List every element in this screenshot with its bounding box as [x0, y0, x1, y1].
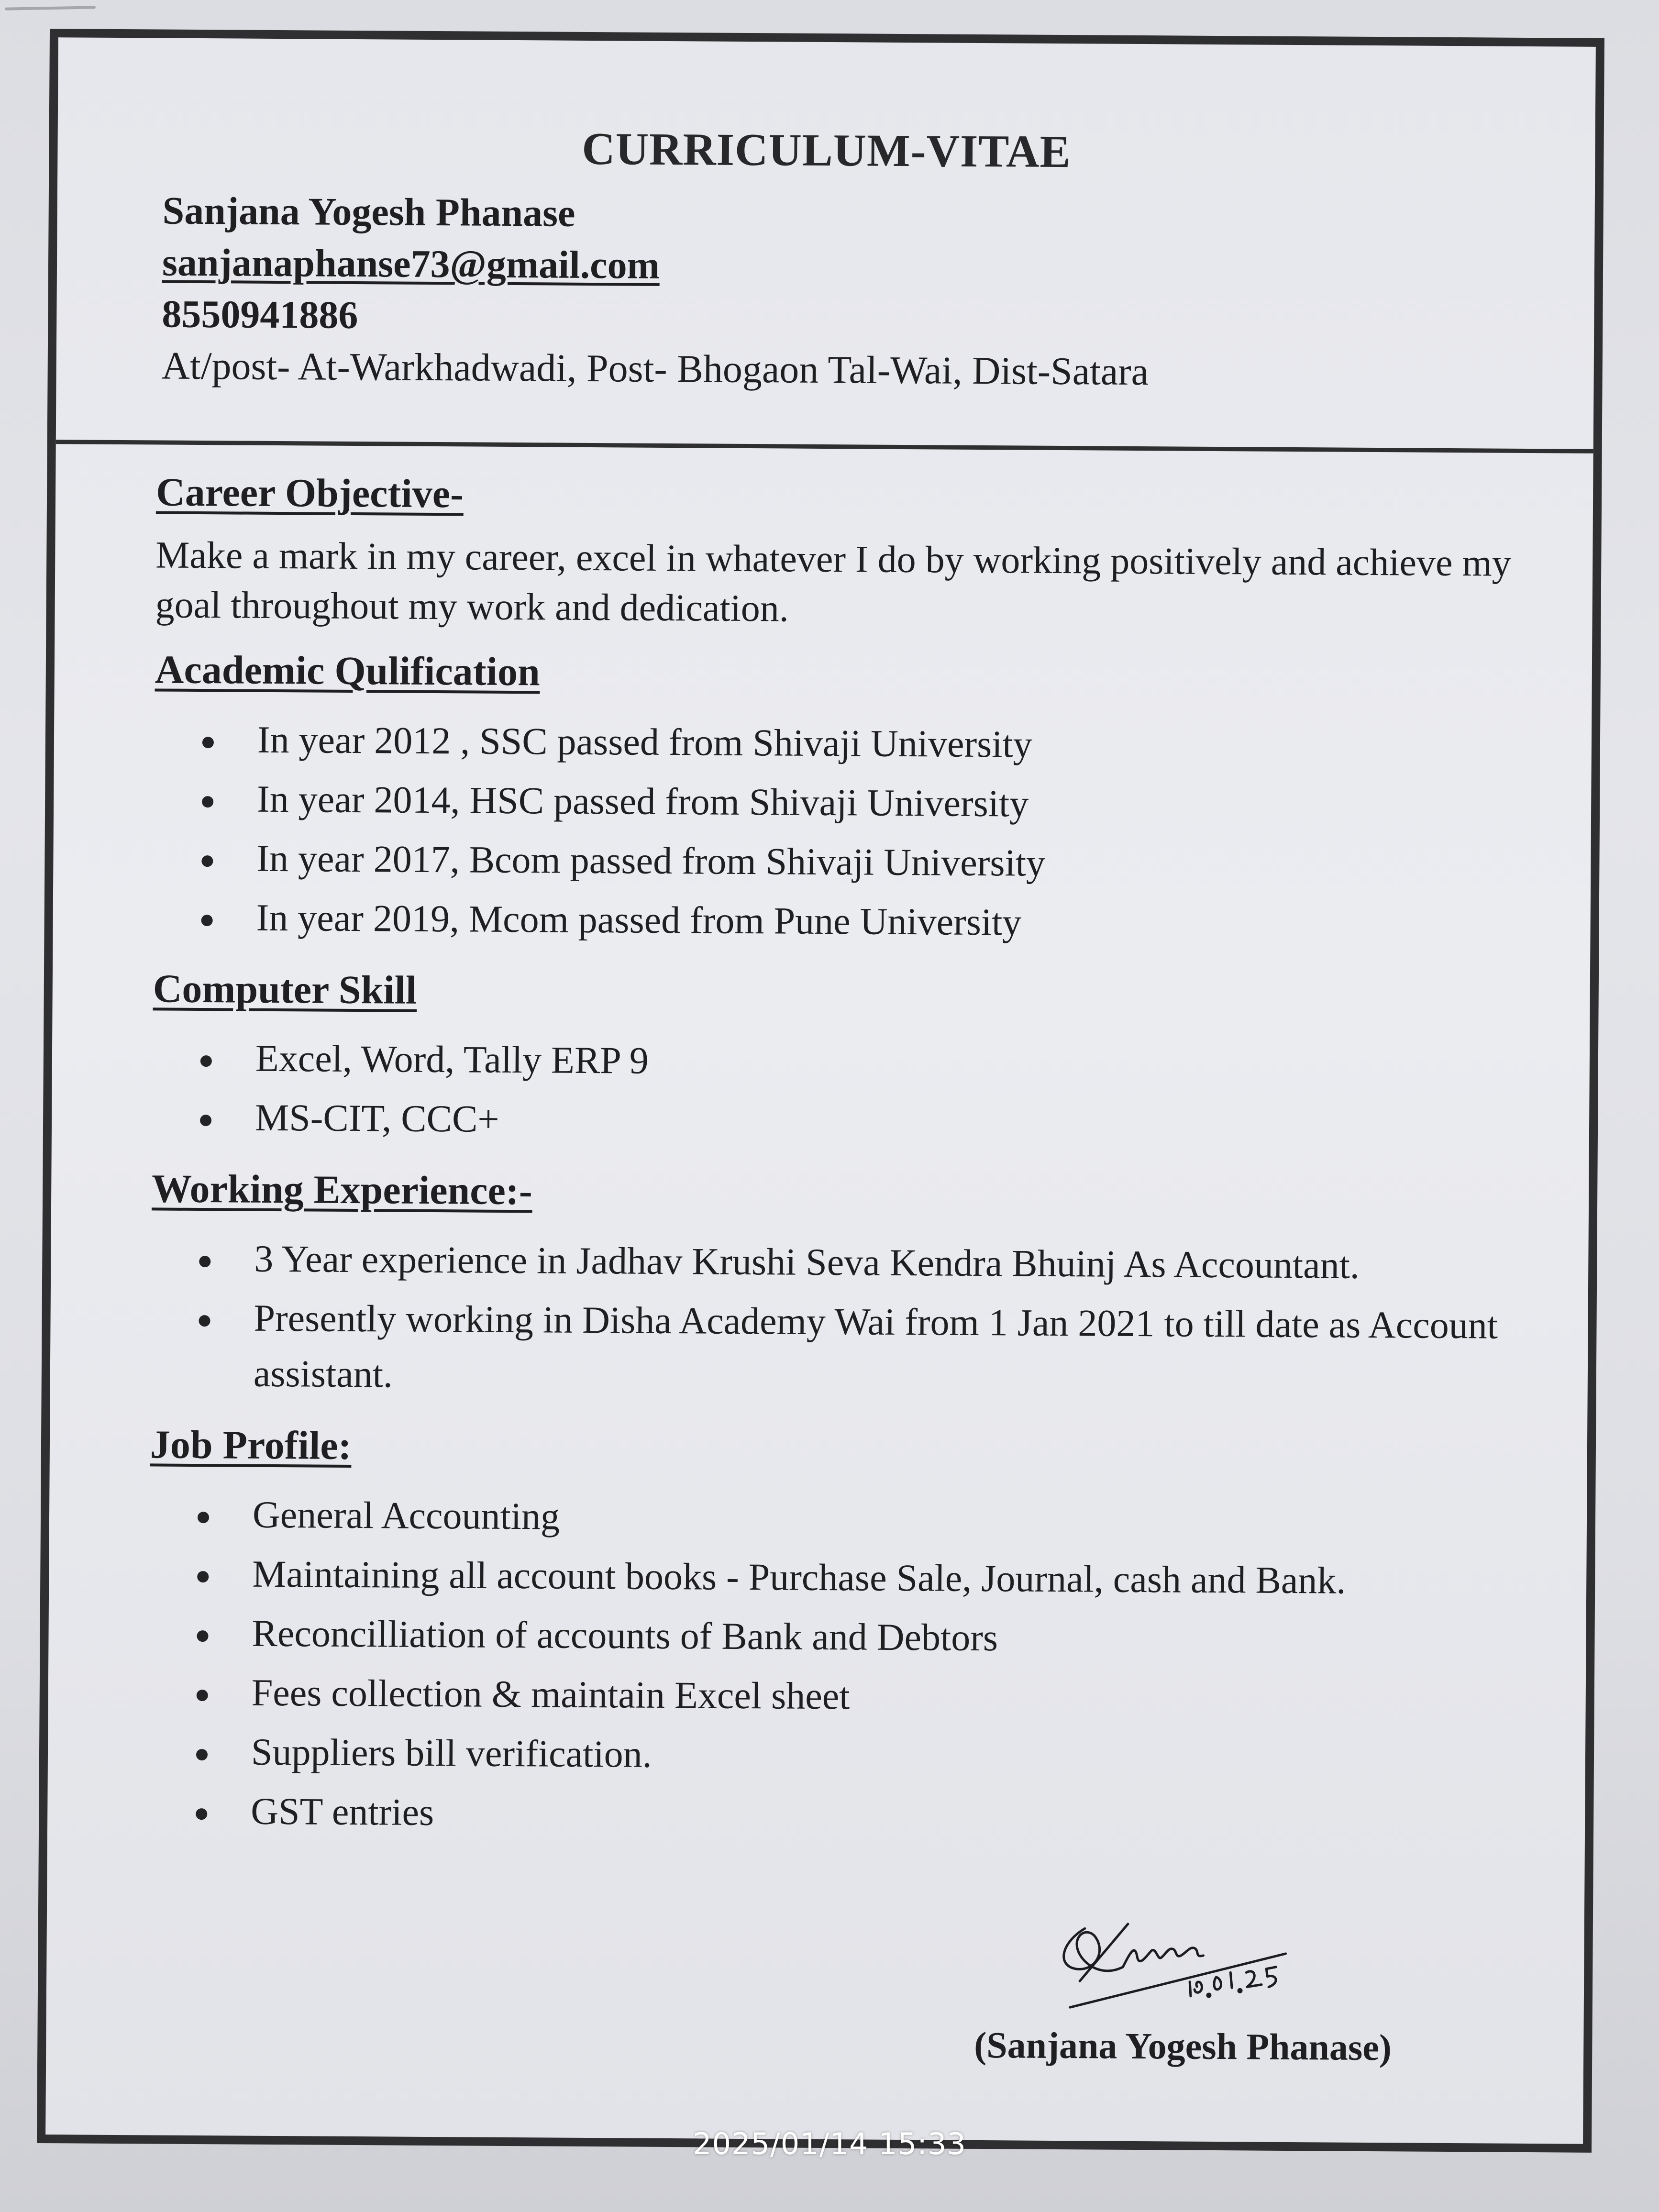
document-title: CURRICULUM-VITAE: [582, 122, 1071, 177]
section-job-profile: [148, 1421, 1514, 1847]
address: At/post- At-Warkhadwadi, Post- Bhogaon Tal-Wai, Dist-Satara: [161, 343, 1149, 394]
list-item: 3 Year experience in Jadhav Krushi Seva Kendra Bhuinj As Accountant.: [199, 1231, 1515, 1294]
cv-body: [148, 468, 1520, 1867]
list-item: Reconcilliation of accounts of Bank and Debtors: [197, 1605, 1513, 1669]
email-link[interactable]: sanjanaphanse73@gmail.com: [162, 240, 660, 287]
section-heading: Computer Skill: [153, 966, 417, 1013]
header-box: [56, 37, 1596, 453]
list-item: In year 2019, Mcom passed from Pune University: [201, 890, 1517, 953]
career-objective-text: Make a mark in my career, excel in whatever I do by working positively and achieve my goal throughout my work and dedication.: [155, 534, 1512, 630]
printed-name: (Sanjana Yogesh Phanase): [974, 2024, 1392, 2068]
section-computer-skill: [152, 965, 1516, 1153]
section-heading: Job Profile:: [150, 1422, 352, 1469]
section-heading: Career Objective-: [155, 470, 464, 517]
experience-list: [151, 1231, 1515, 1409]
job-profile-list: [148, 1486, 1513, 1847]
list-item: MS-CIT, CCC+: [200, 1090, 1516, 1153]
candidate-name: Sanjana Yogesh Phanase: [162, 188, 575, 235]
phone-number: 8550941886: [162, 292, 358, 337]
photo-timestamp: 2025/01/14 15:33: [693, 2126, 966, 2161]
list-item: General Accounting: [198, 1487, 1514, 1550]
list-item: Maintaining all account books - Purchase Sale, Journal, cash and Bank.: [197, 1546, 1513, 1610]
list-item: Excel, Word, Tally ERP 9: [200, 1030, 1516, 1094]
list-item: In year 2012 , SSC passed from Shivaji University: [202, 712, 1518, 775]
section-heading: Academic Qulification: [155, 647, 541, 695]
section-heading: Working Experience:-: [151, 1166, 533, 1214]
skill-list: [152, 1030, 1516, 1153]
section-career-objective: [155, 468, 1519, 638]
list-item: Suppliers bill verification.: [196, 1724, 1512, 1788]
academic-list: [153, 711, 1518, 953]
list-item: In year 2017, Bcom passed from Shivaji University: [201, 830, 1517, 894]
list-item: Fees collection & maintain Excel sheet: [196, 1665, 1512, 1728]
section-experience: [151, 1165, 1515, 1409]
contact-block: [161, 188, 1150, 404]
section-academic: [153, 646, 1518, 953]
cv-document: [37, 29, 1604, 2153]
handwritten-signature: [1051, 1909, 1300, 2025]
list-item: In year 2014, HSC passed from Shivaji University: [202, 771, 1518, 835]
paper-edge-scrap: [5, 6, 96, 10]
list-item: Presently working in Disha Academy Wai from 1 Jan 2021 to till date as Account assistant.: [199, 1290, 1515, 1409]
list-item: GST entries: [196, 1783, 1512, 1847]
